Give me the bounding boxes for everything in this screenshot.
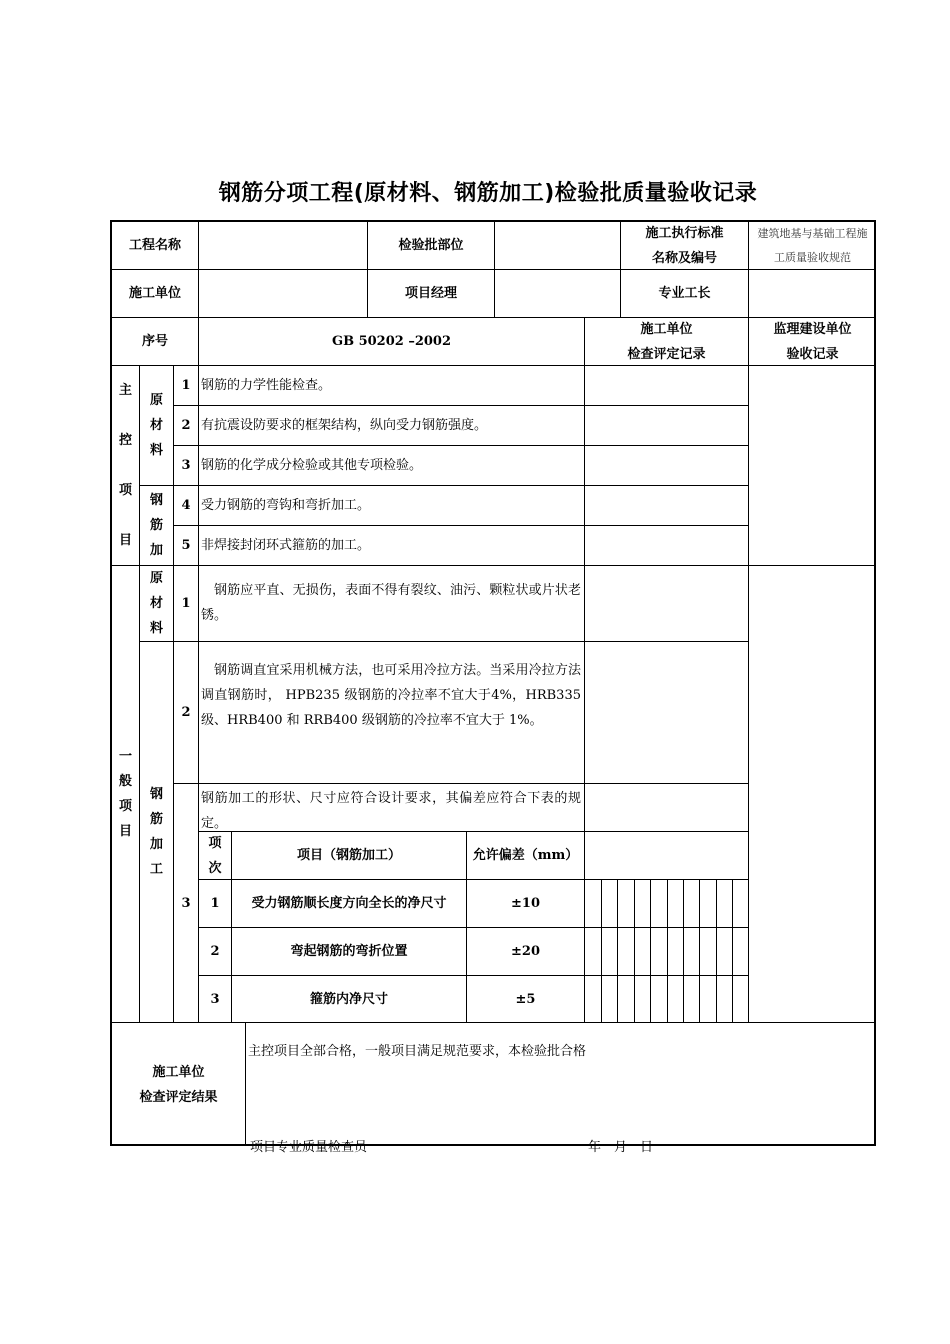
main-item-record[interactable] [585,366,749,406]
sub-row-item: 弯起钢筋的弯折位置 [232,928,467,976]
manager-field[interactable] [495,270,621,318]
main-supervisor-record[interactable] [749,366,876,566]
main-processing-group: 钢 筋 加 [140,486,174,566]
project-name-label: 工程名称 [112,222,199,270]
standard-code: GB 50202 –2002 [199,318,585,366]
sub-header-tolerance: 允许偏差（mm） [467,832,585,880]
sub-row-item: 箍筋内净尺寸 [232,976,467,1023]
main-item-num: 2 [174,406,199,446]
general-item-record[interactable] [585,642,749,784]
project-name-field[interactable] [199,222,368,270]
seq-label: 序号 [112,318,199,366]
result-footer-cut: 项目专业质量检查员 年 月 日 [250,1140,654,1155]
general-item-num: 2 [174,642,199,784]
general-item-text: 钢筋加工的形状、尺寸应符合设计要求，其偏差应符合下表的规定。 [199,784,585,832]
main-item-text: 有抗震设防要求的框架结构，纵向受力钢筋强度。 [199,406,585,446]
general-item-text: 钢筋应平直、无损伤，表面不得有裂纹、油污、颗粒状或片状老锈。 [199,566,585,642]
measurement-grid [585,880,749,1023]
manager-label: 项目经理 [368,270,495,318]
main-item-record[interactable] [585,446,749,486]
main-control-label: 主 控 项 目 [112,366,140,566]
sub-header-record [585,832,749,880]
sub-row-seq: 3 [199,976,232,1023]
general-supervisor-record[interactable] [749,566,876,1023]
main-item-num: 5 [174,526,199,566]
main-item-text: 钢筋的力学性能检查。 [199,366,585,406]
document-title: 钢筋分项工程(原材料、钢筋加工)检验批质量验收记录 [218,181,758,206]
sub-row-tolerance: ±10 [467,880,585,928]
sub-row-tolerance: ±5 [467,976,585,1023]
main-item-num: 3 [174,446,199,486]
sub-row-seq: 1 [199,880,232,928]
sub-row-seq: 2 [199,928,232,976]
inspection-form [110,220,876,1155]
standard-label: 施工执行标准 名称及编号 [621,222,749,270]
inspection-part-field[interactable] [495,222,621,270]
general-item-text: 钢筋调直宜采用机械方法，也可采用冷拉方法。当采用冷拉方法调直钢筋时， HPB235 级钢筋的冷拉率不宜大于4%，HRB335 级、HRB400 和 RRB400 级钢筋的冷拉率不宜大于 1%。 [199,642,585,784]
general-raw-material-group: 原 材 料 [140,566,174,642]
inspection-part-label: 检验批部位 [368,222,495,270]
result-text: 主控项目全部合格，一般项目满足规范要求，本检验批合格 [248,1044,587,1059]
sub-row-item: 受力钢筋顺长度方向全长的净尺寸 [232,880,467,928]
main-item-text: 钢筋的化学成分检验或其他专项检验。 [199,446,585,486]
main-item-text: 受力钢筋的弯钩和弯折加工。 [199,486,585,526]
standard-value: 建筑地基与基础工程施 工质量验收规范 [749,222,876,270]
sub-header-seq: 项 次 [199,832,232,880]
general-item-num: 1 [174,566,199,642]
general-item-record[interactable] [585,566,749,642]
foreman-label: 专业工长 [621,270,749,318]
contractor-label: 施工单位 [112,270,199,318]
main-item-num: 1 [174,366,199,406]
general-label: 一 般 项 目 [112,566,140,1023]
main-item-num: 4 [174,486,199,526]
result-label: 施工单位 检查评定结果 [112,1023,246,1146]
sub-row-tolerance: ±20 [467,928,585,976]
main-raw-material-group: 原 材 料 [140,366,174,486]
main-item-record[interactable] [585,526,749,566]
contractor-field[interactable] [199,270,368,318]
contractor-record-header: 施工单位 检查评定记录 [585,318,749,366]
general-processing-group: 钢 筋 加 工 [140,642,174,1023]
main-item-text: 非焊接封闭环式箍筋的加工。 [199,526,585,566]
foreman-field[interactable] [749,270,876,318]
general-item-record[interactable] [585,784,749,832]
sub-header-item: 项目（钢筋加工） [232,832,467,880]
general-item-num: 3 [174,784,199,1023]
supervisor-record-header: 监理建设单位 验收记录 [749,318,876,366]
main-item-record[interactable] [585,406,749,446]
main-item-record[interactable] [585,486,749,526]
